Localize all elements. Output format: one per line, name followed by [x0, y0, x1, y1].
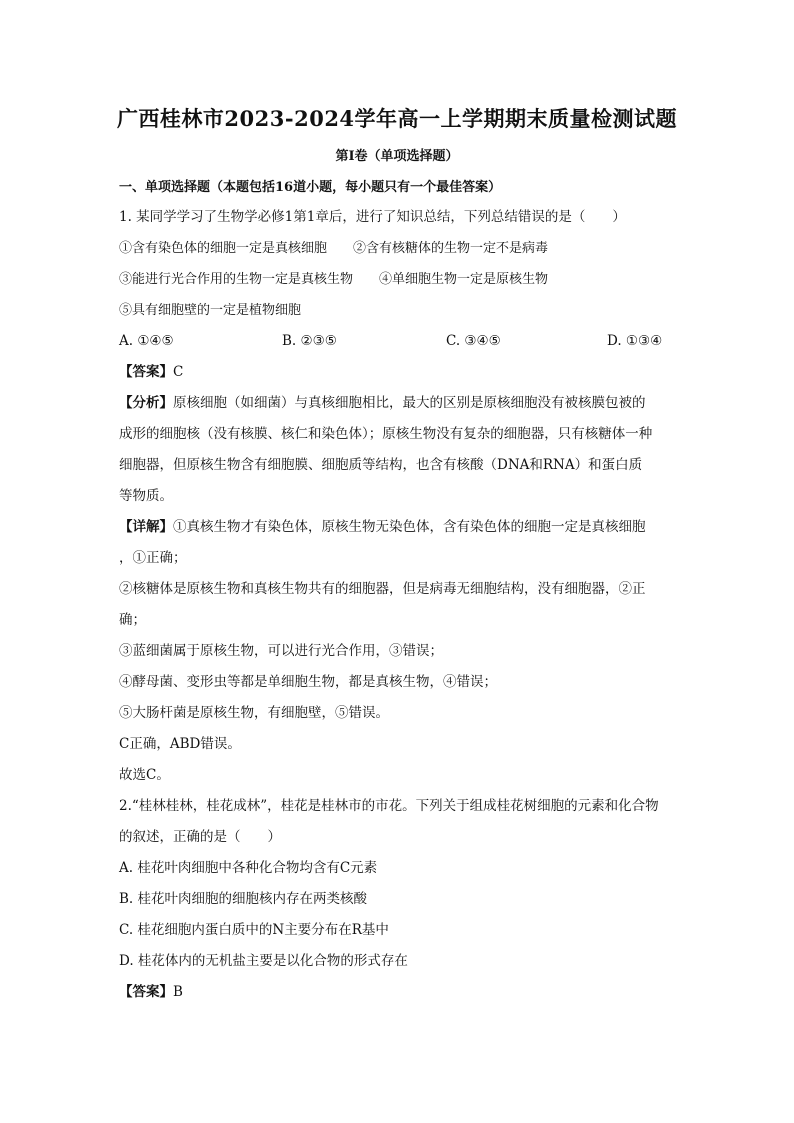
- q1-answer: [119, 357, 679, 388]
- q1-statement-2: ③能进行光合作用的生物一定是真核生物 ④单细胞生物一定是原核生物: [119, 272, 549, 287]
- q2-stem: 的叙述，正确的是（ ）: [119, 829, 281, 845]
- section-heading: 一、单项选择题（本题包括16道小题，每小题只有一个最佳答案）: [119, 180, 502, 195]
- q1-analysis-line: [119, 388, 679, 419]
- answer-value: B: [173, 984, 183, 1000]
- analysis-text: 原核细胞（如细菌）与真核细胞相比，最大的区别是原核细胞没有被核膜包被的: [173, 395, 646, 411]
- q1-detail-line: 故选C。: [119, 767, 170, 783]
- analysis-tag: 【分析】: [119, 395, 173, 411]
- q2-stem: 2.“桂林桂林，桂花成林”，桂花是桂林市的市花。下列关于组成桂花树细胞的元素和化合物: [119, 798, 659, 814]
- answer-tag: 【答案】: [119, 984, 173, 1000]
- q1-analysis-line: 等物质。: [119, 488, 173, 504]
- q2-option-a: A. 桂花叶肉细胞中各种化合物均含有C元素: [119, 860, 378, 876]
- q1-detail-line: ③蓝细菌属于原核生物，可以进行光合作用，③错误；: [119, 643, 443, 659]
- q1-detail-line: 确；: [119, 612, 146, 628]
- q2-option-b: B. 桂花叶肉细胞的细胞核内存在两类核酸: [119, 891, 368, 907]
- q1-detail-line: ④酵母菌、变形虫等都是单细胞生物，都是真核生物，④错误；: [119, 674, 497, 690]
- q2-option-d: D. 桂花体内的无机盐主要是以化合物的形式存在: [119, 953, 408, 969]
- q1-option-b: B. ②③⑤: [282, 333, 337, 349]
- q1-analysis-line: 细胞器，但原核生物含有细胞膜、细胞质等结构，也含有核酸（DNA和RNA）和蛋白质: [119, 457, 643, 473]
- q2-answer: [119, 977, 679, 1008]
- q1-option-d: D. ①③④: [607, 333, 663, 349]
- detail-text: ①真核生物才有染色体，原核生物无染色体，含有染色体的细胞一定是真核细胞: [173, 519, 646, 535]
- q1-detail-line: ②核糖体是原核生物和真核生物共有的细胞器，但是病毒无细胞结构，没有细胞器，②正: [119, 581, 646, 597]
- q1-detail-line: C正确，ABD错误。: [119, 736, 241, 752]
- section-subtitle: 第Ⅰ卷（单项选择题）: [335, 149, 459, 164]
- q1-option-c: C. ③④⑤: [446, 333, 501, 349]
- document-title: 广西桂林市2023-2024学年高一上学期期末质量检测试题: [116, 106, 678, 131]
- q1-statement-1: ①含有染色体的细胞一定是真核细胞 ②含有核糖体的生物一定不是病毒: [119, 241, 549, 256]
- question-body: [119, 202, 679, 1008]
- answer-value: C: [173, 364, 184, 380]
- q2-option-c: C. 桂花细胞内蛋白质中的N主要分布在R基中: [119, 922, 389, 938]
- answer-tag: 【答案】: [119, 364, 173, 380]
- q1-statement-3: ⑤具有细胞壁的一定是植物细胞: [119, 303, 302, 318]
- q1-detail-line: ⑤大肠杆菌是原核生物，有细胞壁，⑤错误。: [119, 705, 389, 721]
- q1-option-a: A. ①④⑤: [119, 333, 174, 349]
- q1-detail-line: ，①正确；: [119, 550, 187, 566]
- q1-stem: 1. 某同学学习了生物学必修1第1章后，进行了知识总结，下列总结错误的是（ ）: [119, 209, 626, 225]
- q1-options: [119, 326, 679, 357]
- q1-analysis-line: 成形的细胞核（没有核膜、核仁和染色体）；原核生物没有复杂的细胞器，只有核糖体一种: [119, 426, 653, 442]
- q1-detail-line: [119, 512, 679, 543]
- detail-tag: 【详解】: [119, 519, 173, 535]
